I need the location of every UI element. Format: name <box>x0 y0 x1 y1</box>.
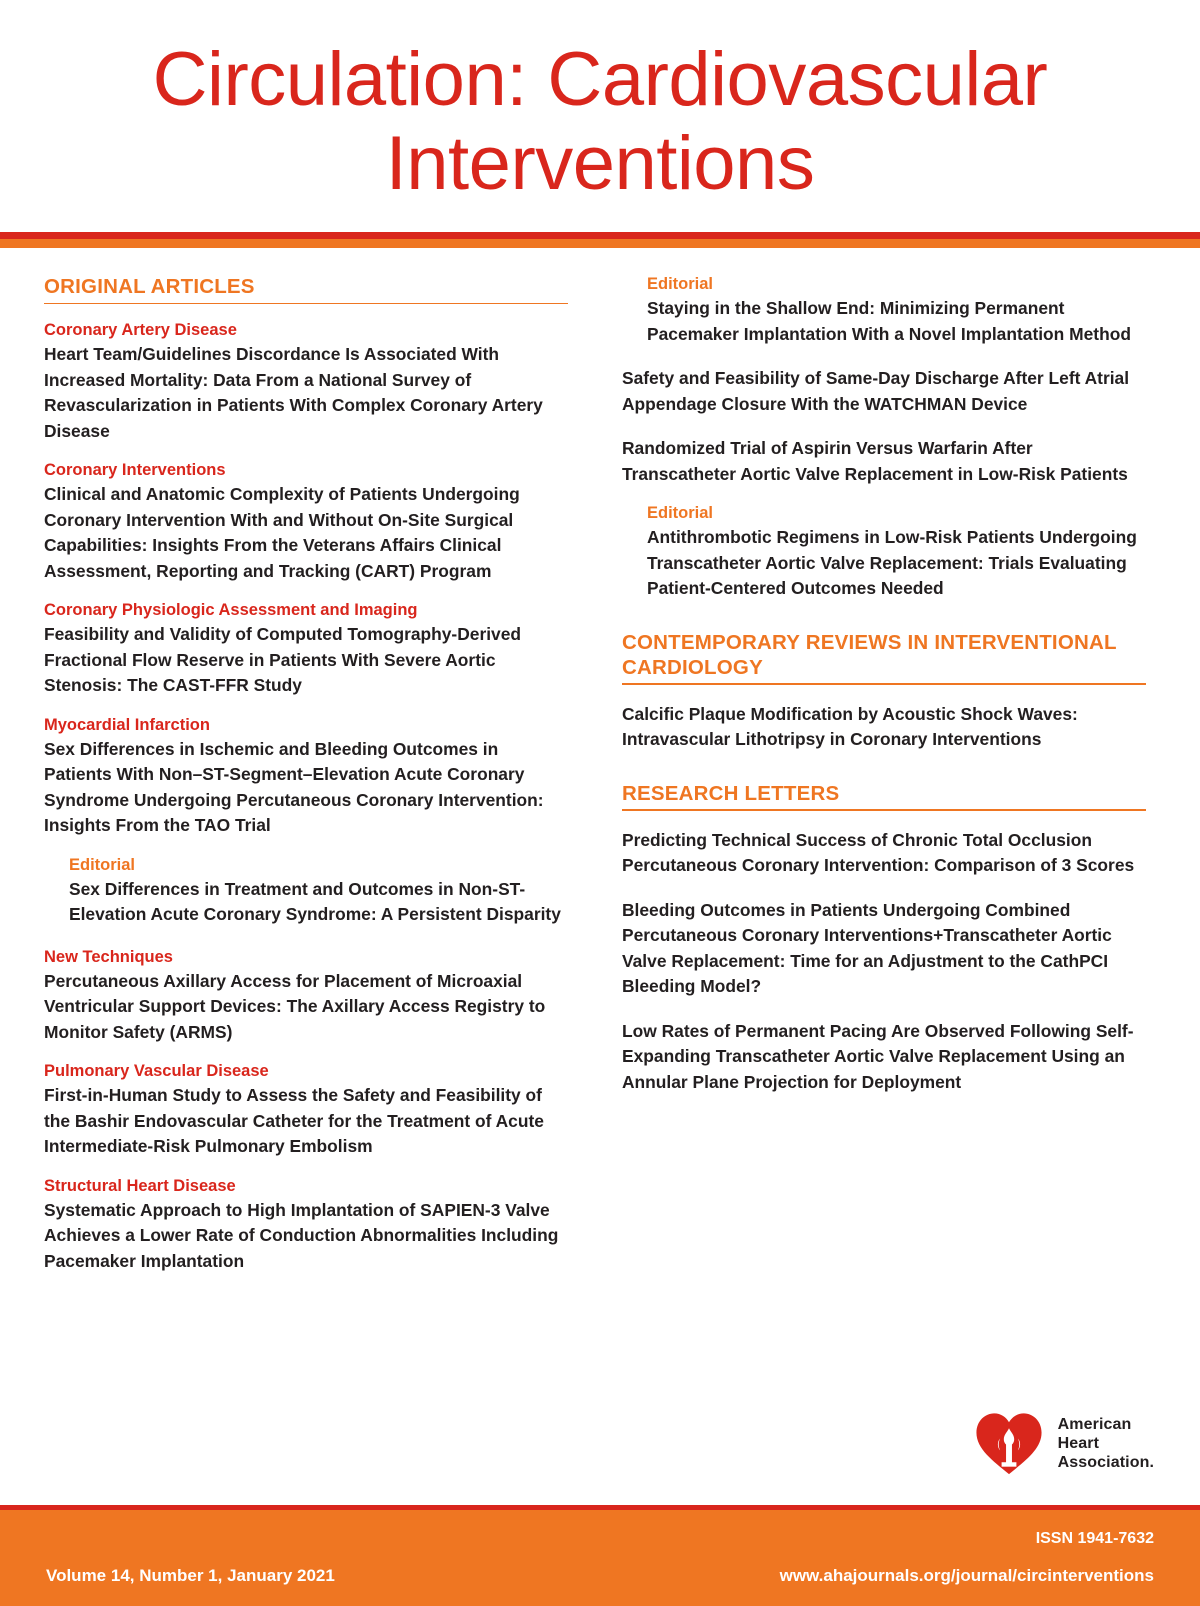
subject-heading: New Techniques <box>44 947 173 966</box>
toc-entry <box>622 1019 1146 1096</box>
editorial-entry <box>622 274 1146 347</box>
section-heading-rule <box>44 303 568 305</box>
left-column <box>44 274 568 1276</box>
subject-heading: Pulmonary Vascular Disease <box>44 1062 269 1080</box>
section-heading-label: ORIGINAL ARTICLES <box>44 275 255 298</box>
toc-entry <box>44 715 568 839</box>
section-heading-label-line-2: CARDIOLOGY <box>622 655 763 679</box>
aha-logo-line-1: American <box>1057 1415 1132 1433</box>
toc-entry <box>622 366 1146 417</box>
section-heading-rule <box>622 683 1146 685</box>
article-title[interactable]: Sex Differences in Ischemic and Bleeding Outcomes in Patients With Non–ST-Segment–Elevation Acute Coronary Syndrome Undergoing Percutaneous Coronary Intervention: Insights From the TAO Trial <box>44 738 544 835</box>
toc-entry <box>44 460 568 584</box>
toc-entry <box>44 320 568 444</box>
section-heading-label-line-1: CONTEMPORARY REVIEWS IN INTERVENTIONAL <box>622 630 1117 654</box>
cover-contents <box>0 248 1200 1276</box>
article-title[interactable]: Staying in the Shallow End: Minimizing Permanent Pacemaker Implantation With a Novel Implantation Method <box>647 298 1131 344</box>
toc-entry <box>44 947 568 1046</box>
section-heading-original-articles <box>44 274 568 304</box>
right-column <box>622 274 1146 1276</box>
aha-logo-line-2: Heart <box>1057 1434 1100 1452</box>
editorial-entry <box>44 855 568 928</box>
aha-logo-line-3: Association. <box>1057 1453 1154 1471</box>
section-heading-contemporary-reviews <box>622 630 1146 685</box>
article-title[interactable]: Calcific Plaque Modification by Acoustic Shock Waves: Intravascular Lithotripsy in Coronary Interventions <box>622 703 1078 749</box>
toc-entry <box>622 828 1146 879</box>
article-title[interactable]: Feasibility and Validity of Computed Tomography-Derived Fractional Flow Reserve in Patients With Severe Aortic Stenosis: The CAST-FFR Study <box>44 624 522 695</box>
divider-red <box>0 232 1200 239</box>
article-title[interactable]: Antithrombotic Regimens in Low-Risk Patients Undergoing Transcatheter Aortic Valve Replacement: Trials Evaluating Patient-Centered Outcomes Needed <box>647 527 1137 598</box>
article-title[interactable]: Bleeding Outcomes in Patients Undergoing Combined Percutaneous Coronary Interventions+Transcatheter Aortic Valve Replacement: Time for an Adjustment to the CathPCI Bleeding Model? <box>622 899 1112 996</box>
section-heading-research-letters <box>622 781 1146 811</box>
aha-heart-torch-icon <box>972 1406 1046 1480</box>
divider-orange <box>0 239 1200 248</box>
section-heading-rule <box>622 809 1146 811</box>
article-title[interactable]: Percutaneous Axillary Access for Placement of Microaxial Ventricular Support Devices: The Axillary Access Registry to Monitor Safety (ARMS) <box>44 970 546 1042</box>
editorial-label: Editorial <box>69 855 136 874</box>
subject-heading: Coronary Interventions <box>44 461 226 479</box>
subject-heading: Myocardial Infarction <box>44 715 210 734</box>
article-title[interactable]: First-in-Human Study to Assess the Safety and Feasibility of the Bashir Endovascular Catheter for the Treatment of Acute Intermediate-Risk Pulmonary Embolism <box>44 1085 544 1156</box>
toc-entry <box>44 600 568 699</box>
editorial-label: Editorial <box>647 504 714 522</box>
issn: ISSN 1941-7632 <box>1035 1530 1154 1547</box>
volume-info: Volume 14, Number 1, January 2021 <box>46 1566 335 1585</box>
toc-entry <box>622 898 1146 1000</box>
section-heading-label: RESEARCH LETTERS <box>622 781 840 805</box>
article-title[interactable]: Low Rates of Permanent Pacing Are Observed Following Self-Expanding Transcatheter Aortic Valve Replacement Using an Annular Plane Projection for Deployment <box>622 1020 1134 1092</box>
subject-heading: Structural Heart Disease <box>44 1176 236 1195</box>
article-title[interactable]: Heart Team/Guidelines Discordance Is Associated With Increased Mortality: Data From a National Survey of Revascularization in Patients With Complex Coronary Artery Disease <box>44 344 543 441</box>
journal-title-line-1: Circulation: Cardiovascular <box>152 37 1048 122</box>
footer <box>0 1505 1200 1606</box>
article-title[interactable]: Sex Differences in Treatment and Outcomes in Non-ST-Elevation Acute Coronary Syndrome: A Persistent Disparity <box>69 878 561 924</box>
subject-heading: Coronary Artery Disease <box>44 321 237 339</box>
article-title[interactable]: Clinical and Anatomic Complexity of Patients Undergoing Coronary Intervention With and Without On-Site Surgical Capabilities: Insights From the Veterans Affairs Clinical Assessment, Reporting and Tracking (CART) Program <box>44 484 520 581</box>
article-title[interactable]: Systematic Approach to High Implantation of SAPIEN-3 Valve Achieves a Lower Rate of Conduction Abnormalities Including Pacemaker Implantation <box>44 1199 559 1271</box>
journal-url[interactable]: www.ahajournals.org/journal/circinterventions <box>779 1566 1154 1585</box>
article-title[interactable]: Predicting Technical Success of Chronic Total Occlusion Percutaneous Coronary Intervention: Comparison of 3 Scores <box>622 829 1135 875</box>
editorial-label: Editorial <box>647 275 714 293</box>
editorial-entry <box>622 503 1146 602</box>
toc-entry <box>622 436 1146 487</box>
toc-entry <box>622 702 1146 753</box>
article-title[interactable]: Randomized Trial of Aspirin Versus Warfarin After Transcatheter Aortic Valve Replacement in Low-Risk Patients <box>622 438 1128 484</box>
journal-title-line-2: Interventions <box>385 121 815 206</box>
toc-entry <box>44 1061 568 1160</box>
article-title[interactable]: Safety and Feasibility of Same-Day Discharge After Left Atrial Appendage Closure With the WATCHMAN Device <box>622 368 1130 414</box>
toc-entry <box>44 1176 568 1275</box>
aha-logo-text <box>1058 1415 1154 1472</box>
masthead <box>0 0 1200 212</box>
subject-heading: Coronary Physiologic Assessment and Imaging <box>44 601 418 619</box>
aha-logo <box>972 1406 1154 1480</box>
